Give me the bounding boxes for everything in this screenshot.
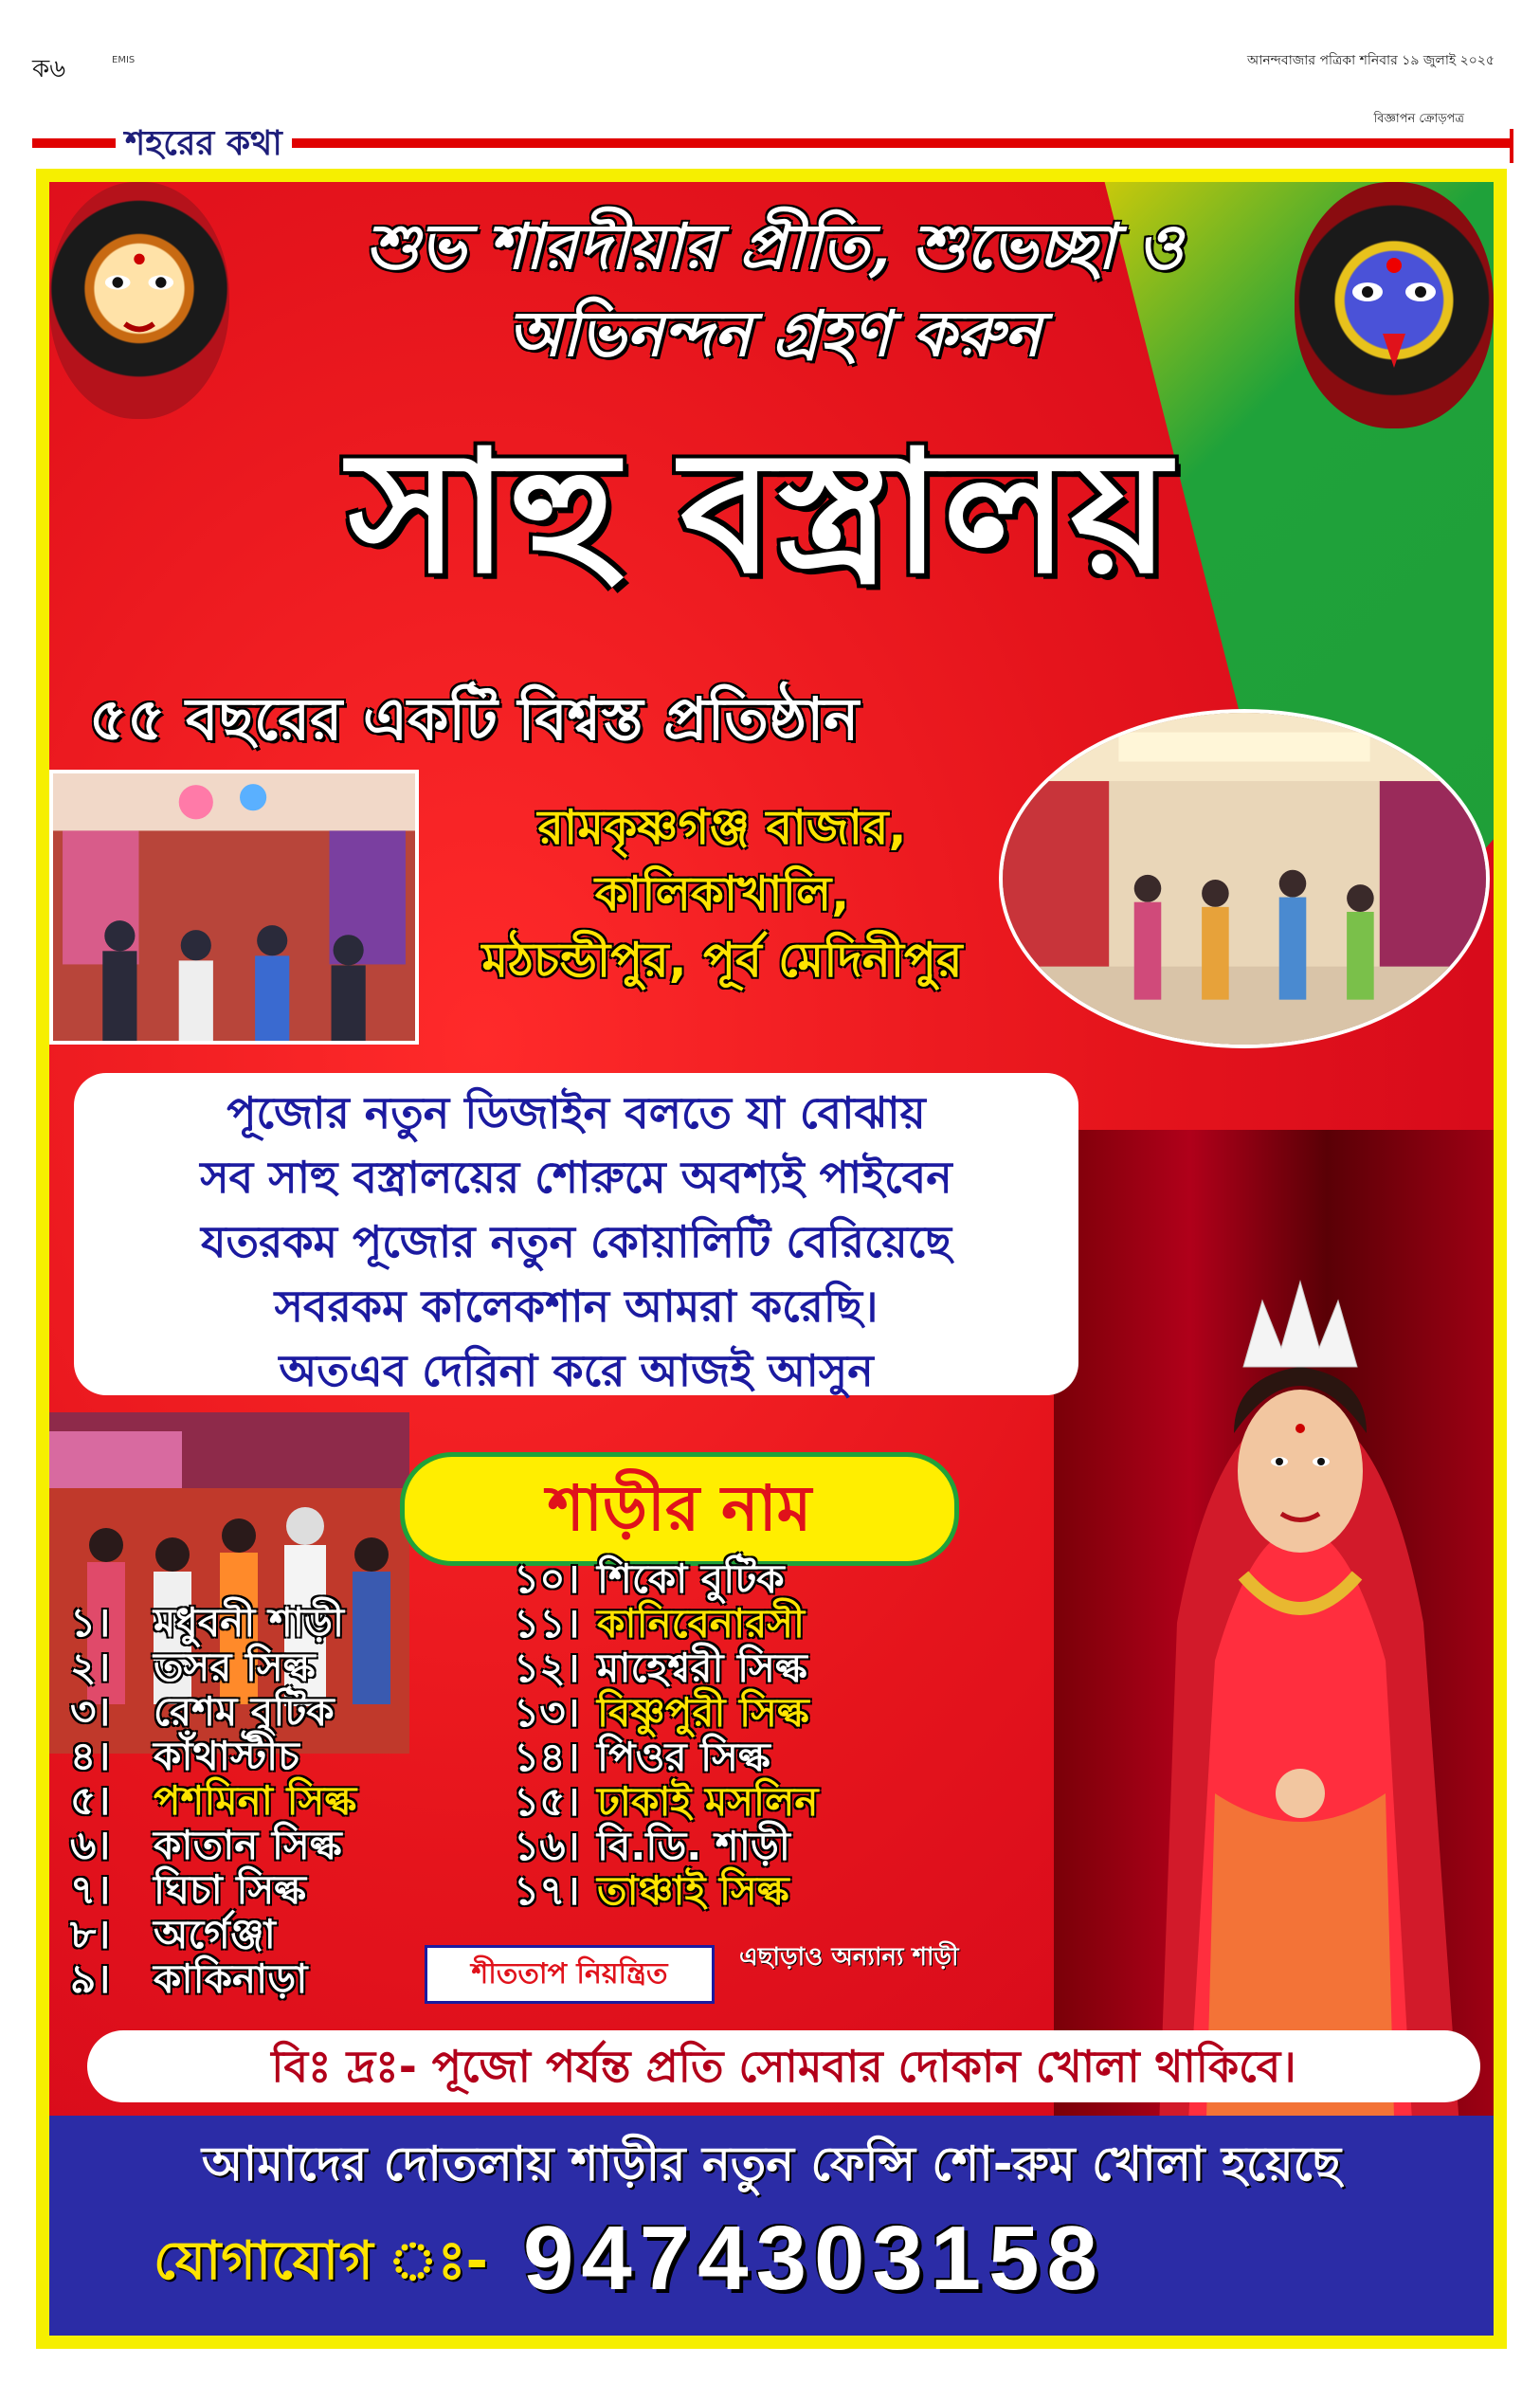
new-showroom-note: আমাদের দোতলায় শাড়ীর নতুন ফেন্সি শো-রুম খোলা হয়েছে — [201, 2137, 1342, 2191]
edition-code: EMIS — [112, 55, 136, 65]
saree-item: ৪। কাঁথাস্টীচ — [70, 1733, 299, 1779]
advertisement — [36, 169, 1507, 2349]
page-number: ক৬ — [32, 55, 66, 83]
saree-item: ৮। অর্গেঞ্জা — [70, 1911, 276, 1957]
shop-crowd-illustration — [53, 773, 415, 1041]
showroom-illustration — [1003, 713, 1486, 1045]
masthead-dateline: আনন্দবাজার পত্রিকা শনিবার ১৯ জুলাই ২০২৫ — [1246, 53, 1495, 68]
monday-open-note: বিঃ দ্রঃ- পূজো পর্যন্ত প্রতি সোমবার দোকান খোলা থাকিবে। — [87, 2030, 1480, 2102]
saree-list-left — [70, 1600, 356, 2001]
address-line-2: কালিকাখালি, — [594, 866, 850, 921]
other-sarees-note: এছাড়াও অন্যান্য শাড়ী — [739, 1943, 959, 1972]
saree-item: ১৫। ঢাকাই মসলিন — [514, 1778, 819, 1825]
bride-illustration — [1101, 1130, 1494, 2154]
saree-item: ১৩। বিষ্ণুপুরী সিল্ক — [514, 1689, 809, 1736]
notice-line: সবরকম কালেকশান আমরা করেছি। — [274, 1281, 879, 1332]
page-header — [0, 0, 1540, 104]
greeting-text — [239, 203, 1310, 377]
saree-item: ৭। ঘিচা সিল্ক — [70, 1866, 307, 1913]
phone-number: 9474303158 — [523, 2208, 1105, 2309]
address-line-1: রামকৃষ্ণগঞ্জ বাজার, — [537, 800, 907, 855]
showroom-photo — [999, 709, 1490, 1048]
shop-interior-photo — [49, 770, 419, 1045]
saree-item: ৯। কাকিনাড়া — [70, 1955, 308, 2002]
shop-name: সাহু বস্ত্রালয় — [348, 414, 1172, 610]
section-rule-end — [1510, 129, 1513, 163]
saree-list-title: শাড়ীর নাম — [400, 1452, 959, 1566]
saree-item: ১২। মাহেশ্বরী সিল্ক — [514, 1645, 807, 1691]
saree-list-right — [514, 1556, 818, 1913]
tagline: ৫৫ বছরের একটি বিশ্বস্ত প্রতিষ্ঠান — [89, 684, 860, 754]
section-label: শহরের কথা — [116, 118, 292, 174]
air-conditioned-badge: শীততাপ নিয়ন্ত্রিত — [425, 1945, 715, 2004]
saree-item: ১৬। বি.ডি. শাড়ী — [514, 1823, 790, 1869]
contact-band — [49, 2116, 1494, 2336]
advertisement-body — [49, 182, 1494, 2336]
saree-item: ১১। কানিবেনারসী — [514, 1600, 806, 1646]
address-line-3: মঠচন্ডীপুর, পূর্ব মেদিনীপুর — [481, 933, 963, 988]
greeting-line-2: অভিনন্দন গ্রহণ করুন — [507, 297, 1042, 371]
greeting-line-1: শুভ শারদীয়ার প্রীতি, শুভেচ্ছা ও — [365, 209, 1184, 283]
shop-address — [428, 794, 1016, 993]
notice-line: সব সাহু বস্ত্রালয়ের শোরুমে অবশ্যই পাইবেন — [200, 1152, 952, 1203]
bride-model-photo — [1101, 1130, 1494, 2154]
notice-line: অতএব দেরিনা করে আজই আসুন — [279, 1345, 874, 1396]
saree-item: ১৪। পিওর সিল্ক — [514, 1734, 770, 1780]
saree-item: ১০। শিকো বুটিক — [514, 1555, 785, 1602]
saree-item: ১৭। তাঞ্চাই সিল্ক — [514, 1867, 789, 1914]
contact-label: যোগাযোগ ঃ- — [154, 2230, 488, 2292]
saree-item: ৫। পশমিনা সিল্ক — [70, 1777, 357, 1824]
saree-item: ৩। রেশম বুটিক — [70, 1688, 335, 1735]
notice-line: যতরকম পূজোর নতুন কোয়ালিটি বেরিয়েছে — [201, 1216, 951, 1267]
notice-line: পূজোর নতুন ডিজাইন বলতে যা বোঝায় — [226, 1087, 926, 1138]
ad-type-label: বিজ্ঞাপন ক্রোড়পত্র — [1373, 112, 1464, 126]
saree-item: ২। তসর সিল্ক — [70, 1644, 316, 1690]
saree-item: ৬। কাতান সিল্ক — [70, 1822, 342, 1868]
saree-item: ১। মধুবনী শাড়ী — [70, 1599, 344, 1646]
offer-notice-box — [74, 1073, 1078, 1395]
